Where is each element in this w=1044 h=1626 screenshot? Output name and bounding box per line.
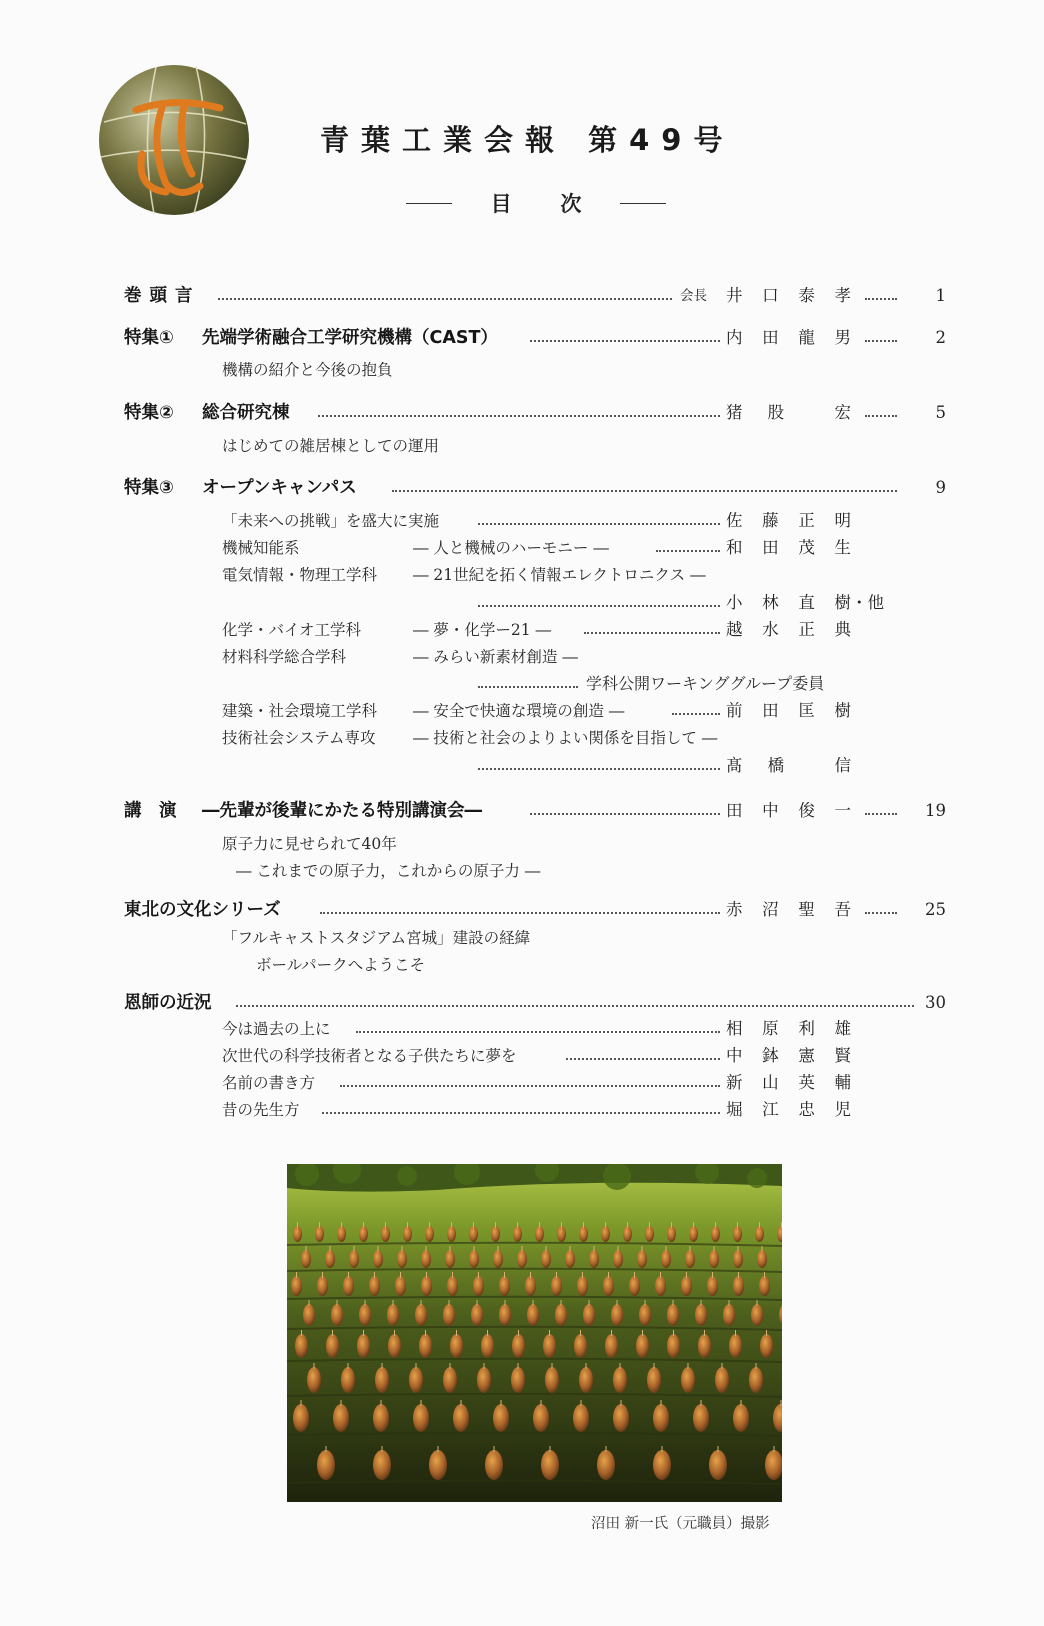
leader-dots <box>530 340 720 342</box>
leader-dots <box>672 713 720 715</box>
subentry-theme: ― 人と機械のハーモニー ― <box>413 539 609 557</box>
page-number: 5 <box>935 403 946 422</box>
subentry-theme: ― みらい新素材創造 ― <box>413 648 578 666</box>
leader-dots <box>530 813 720 815</box>
toc-subtitle-row <box>0 357 1044 383</box>
leader-dots <box>656 550 720 552</box>
leader-dots <box>584 632 720 634</box>
section-subtitle: 機構の紹介と今後の抱負 <box>222 361 393 379</box>
heading-rule-left <box>406 203 452 204</box>
toc-subtitle-row <box>0 831 1044 857</box>
section-label: 東北の文化シリーズ <box>124 900 281 920</box>
page-title: 青葉工業会報 第49号 <box>320 123 735 157</box>
author-name: 和 田 茂 生 <box>726 538 851 557</box>
section-subtitle: はじめての雑居棟としての運用 <box>222 437 440 455</box>
toc-subentry-author-row <box>0 590 1044 616</box>
toc-subentry[interactable] <box>0 1043 1044 1069</box>
toc-subtitle-row <box>0 952 1044 978</box>
toc-subentry[interactable] <box>0 698 1044 724</box>
author-name: 田 中 俊 一 <box>726 801 851 820</box>
section-label: 巻頭言 <box>124 286 201 306</box>
subentry-title: 名前の書き方 <box>222 1074 316 1092</box>
toc-subentry[interactable] <box>0 644 1044 670</box>
author-name: 堀 江 忠 児 <box>726 1100 851 1119</box>
subentry-theme: ― 技術と社会のよりよい関係を目指して ― <box>413 729 718 747</box>
section-label: 恩師の近況 <box>124 993 212 1013</box>
section-subtitle: 「フルキャストスタジアム宮城」建設の経緯 <box>222 929 531 947</box>
toc-entry-lecture[interactable] <box>0 798 1044 824</box>
leader-dots <box>566 1058 720 1060</box>
toc-subentry[interactable] <box>0 1097 1044 1123</box>
subentry-title: 機械知能系 <box>222 539 300 557</box>
section-subtitle: ― これまでの原子力，これからの原子力 ― <box>236 862 541 880</box>
leader-dots <box>318 415 720 417</box>
toc-subentry-author-row <box>0 671 1044 697</box>
section-subtitle: ボールパークへようこそ <box>256 956 426 974</box>
leader-dots <box>322 1112 720 1114</box>
leader-dots <box>478 605 720 607</box>
subentry-title: 建築・社会環境工学科 <box>222 702 378 720</box>
leader-dots <box>218 298 672 300</box>
toc-subentry[interactable] <box>0 617 1044 643</box>
page-number: 1 <box>935 286 946 305</box>
leader-dots <box>478 686 578 688</box>
toc-subentry[interactable] <box>0 508 1044 534</box>
section-label: 講 演 <box>124 801 177 821</box>
subentry-theme: ― 21世紀を拓く情報エレクトロニクス ― <box>413 566 706 584</box>
page-number: 25 <box>925 900 946 919</box>
toc-subtitle-row <box>0 858 1044 884</box>
author-name: 相 原 利 雄 <box>726 1019 851 1038</box>
author-name: 赤 沼 聖 吾 <box>726 900 851 919</box>
toc-heading-char-2: 次 <box>560 192 582 216</box>
author-name: 前 田 匡 樹 <box>726 701 851 720</box>
toc-entry-feature1[interactable] <box>0 325 1044 351</box>
toc-heading <box>406 188 666 218</box>
author-name: 猪 股 宏 <box>726 403 851 422</box>
leader-dots <box>392 490 897 492</box>
author-name: 井 口 泰 孝 <box>726 286 851 305</box>
toc-subentry[interactable] <box>0 562 1044 588</box>
page-number: 2 <box>935 328 946 347</box>
author-name: 越 水 正 典 <box>726 620 851 639</box>
subentry-theme: ― 夢・化学ー21 ― <box>413 621 552 639</box>
leader-dots <box>865 340 897 342</box>
section-subtitle: 原子力に見せられて40年 <box>222 835 397 853</box>
subentry-title: 「未来への挑戦」を盛大に実施 <box>222 512 440 530</box>
toc-entry-feature3[interactable] <box>0 475 1044 501</box>
leader-dots <box>356 1031 720 1033</box>
toc-subentry[interactable] <box>0 725 1044 751</box>
toc-subentry-author-row <box>0 753 1044 779</box>
author-name: 髙 橋 信 <box>726 756 851 775</box>
author-name: 佐 藤 正 明 <box>726 511 851 530</box>
author-name: 中 鉢 憲 賢 <box>726 1046 851 1065</box>
subentry-title: 今は過去の上に <box>222 1020 331 1038</box>
emblem-t-logo-icon <box>96 62 252 218</box>
photo-credit: 沼田 新一氏（元職員）撮影 <box>591 1516 770 1532</box>
leader-dots <box>865 912 897 914</box>
leader-dots <box>236 1005 914 1007</box>
section-title: 先端学術融合工学研究機構（CAST） <box>202 328 498 348</box>
toc-entry-feature2[interactable] <box>0 400 1044 426</box>
toc-subentry[interactable] <box>0 535 1044 561</box>
author-name: 内 田 龍 男 <box>726 328 851 347</box>
leader-dots <box>865 415 897 417</box>
section-label: 特集② <box>124 403 174 423</box>
toc-subtitle-row <box>0 433 1044 459</box>
leader-dots <box>478 523 720 525</box>
toc-entry-preface[interactable] <box>0 283 1044 309</box>
rice-field-photo <box>287 1164 782 1502</box>
author-name: 学科公開ワーキンググループ委員 <box>586 674 825 693</box>
section-label: 特集① <box>124 328 174 348</box>
toc-subentry[interactable] <box>0 1070 1044 1096</box>
section-title: ―先輩が後輩にかたる特別講演会― <box>202 801 482 821</box>
section-title: オープンキャンパス <box>202 478 357 498</box>
toc-subentry[interactable] <box>0 1016 1044 1042</box>
toc-heading-char-1: 目 <box>490 192 512 216</box>
leader-dots <box>320 912 720 914</box>
leader-dots <box>865 298 897 300</box>
subentry-title: 技術社会システム専攻 <box>222 729 376 747</box>
toc-entry-culture[interactable] <box>0 897 1044 923</box>
leader-dots <box>865 813 897 815</box>
author-name: 小 林 直 樹・他 <box>726 593 884 612</box>
page-number: 30 <box>925 993 946 1012</box>
author-role: 会長 <box>680 288 707 304</box>
toc-entry-teachers[interactable] <box>0 990 1044 1016</box>
heading-rule-right <box>620 203 666 204</box>
subentry-title: 電気情報・物理工学科 <box>222 566 378 584</box>
author-name: 新 山 英 輔 <box>726 1073 851 1092</box>
subentry-title: 昔の先生方 <box>222 1101 300 1119</box>
subentry-title: 化学・バイオ工学科 <box>222 621 362 639</box>
leader-dots <box>478 768 720 770</box>
section-title: 総合研究棟 <box>202 403 290 423</box>
subentry-theme: ― 安全で快適な環境の創造 ― <box>413 702 625 720</box>
page-number: 19 <box>925 801 946 820</box>
subentry-title: 次世代の科学技術者となる子供たちに夢を <box>222 1047 517 1065</box>
leader-dots <box>340 1085 720 1087</box>
page-number: 9 <box>935 478 946 497</box>
subentry-title: 材料科学総合学科 <box>222 648 347 666</box>
section-label: 特集③ <box>124 478 174 498</box>
toc-subtitle-row <box>0 925 1044 951</box>
